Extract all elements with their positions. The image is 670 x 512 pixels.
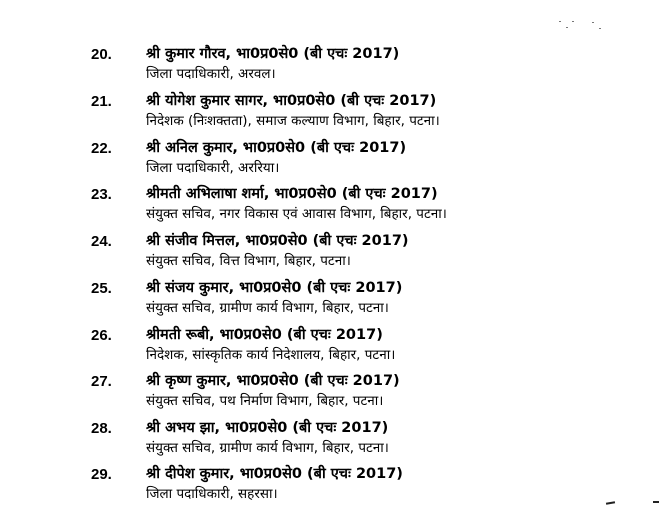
officer-designation: निदेशक (निःशक्तता), समाज कल्याण विभाग, बिहार, पटना। (146, 113, 440, 129)
officer-name: श्री संजीव मित्तल, भा0प्र0से0 (बी एचः 2017) (146, 233, 409, 249)
list-item (0, 371, 670, 419)
officer-designation: संयुक्त सचिव, नगर विकास एवं आवास विभाग, बिहार, पटना। (146, 206, 447, 222)
list-item (0, 44, 670, 92)
entry-number: 22. (91, 140, 112, 157)
entry-number: 26. (91, 327, 112, 344)
scan-speck (599, 28, 601, 29)
officer-name: श्री योगेश कुमार सागर, भा0प्र0से0 (बी एचः 2017) (146, 93, 437, 109)
list-item (0, 231, 670, 279)
list-item (0, 464, 670, 512)
officer-name: श्री अनिल कुमार, भा0प्र0से0 (बी एचः 2017) (146, 140, 407, 156)
entry-number: 29. (91, 466, 112, 483)
officer-name: श्री संजय कुमार, भा0प्र0से0 (बी एचः 2017) (146, 280, 403, 296)
entry-number: 23. (91, 186, 112, 203)
officer-name: श्रीमती अभिलाषा शर्मा, भा0प्र0से0 (बी एचः 2017) (146, 186, 438, 202)
scan-speck (566, 27, 568, 28)
entry-number: 27. (91, 373, 112, 390)
officer-designation: संयुक्त सचिव, वित्त विभाग, बिहार, पटना। (146, 253, 351, 269)
list-item (0, 91, 670, 139)
scan-speck (559, 21, 561, 22)
officer-name: श्री कुमार गौरव, भा0प्र0से0 (बी एचः 2017) (146, 46, 400, 62)
entry-number: 25. (91, 280, 112, 297)
officer-designation: जिला पदाधिकारी, अररिया। (146, 160, 280, 176)
officer-designation: जिला पदाधिकारी, सहरसा। (146, 486, 278, 502)
officer-designation: संयुक्त सचिव, ग्रामीण कार्य विभाग, बिहार, पटना। (146, 300, 389, 316)
entry-number: 21. (91, 93, 112, 110)
entry-number: 28. (91, 420, 112, 437)
scan-speck (572, 21, 574, 22)
officer-designation: निदेशक, सांस्कृतिक कार्य निदेशालय, बिहार, पटना। (146, 347, 396, 363)
officer-designation: संयुक्त सचिव, ग्रामीण कार्य विभाग, बिहार, पटना। (146, 440, 389, 456)
entry-number: 24. (91, 233, 112, 250)
officer-name: श्रीमती रूबी, भा0प्र0से0 (बी एचः 2017) (146, 327, 383, 343)
list-item (0, 138, 670, 186)
officer-designation: जिला पदाधिकारी, अरवल। (146, 66, 276, 82)
entry-number: 20. (91, 46, 112, 63)
officer-designation: संयुक्त सचिव, पथ निर्माण विभाग, बिहार, पटना। (146, 393, 384, 409)
list-item (0, 278, 670, 326)
list-item (0, 184, 670, 232)
list-item (0, 418, 670, 466)
list-item (0, 325, 670, 373)
scan-speck (592, 22, 594, 23)
scan-mark (653, 501, 659, 503)
officer-name: श्री कृष्ण कुमार, भा0प्र0से0 (बी एचः 2017) (146, 373, 400, 389)
officer-name: श्री अभय झा, भा0प्र0से0 (बी एचः 2017) (146, 420, 389, 436)
officer-name: श्री दीपेश कुमार, भा0प्र0से0 (बी एचः 2017) (146, 466, 403, 482)
